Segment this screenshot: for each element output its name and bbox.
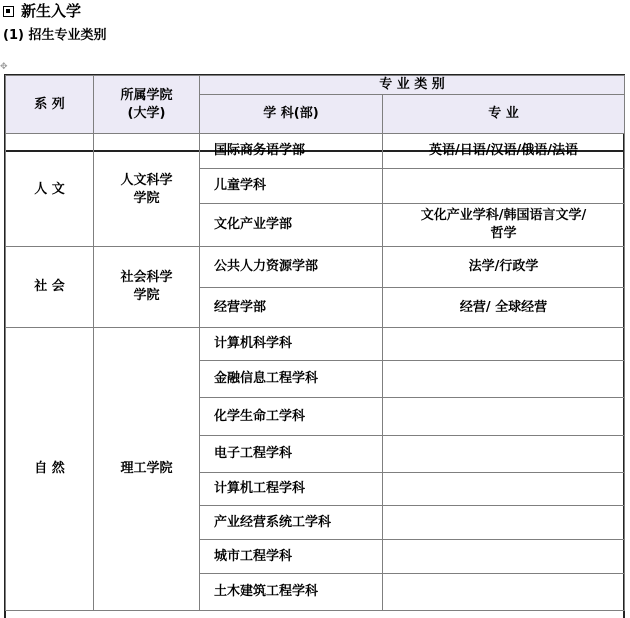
college-cell: 人文科学 学院	[94, 134, 200, 247]
major-cell	[383, 328, 625, 361]
dept-cell: 国际商务语学部	[200, 134, 383, 169]
dept-cell: 土木建筑工程学科	[200, 574, 383, 611]
dept-cell: 公共人力资源学部	[200, 247, 383, 288]
dept-cell: 文化产业学部	[200, 204, 383, 247]
college-cell: 社会科学 学院	[94, 247, 200, 328]
major-cell	[383, 540, 625, 574]
header-college: 所属学院 (大学)	[94, 76, 200, 134]
series-cell: 人 文	[6, 134, 94, 247]
dept-cell: 儿童学科	[200, 169, 383, 204]
table-row	[6, 328, 625, 361]
header-series: 系 列	[6, 76, 94, 134]
major-cell: 英语/日语/汉语/俄语/法语	[383, 134, 625, 169]
square-bullet-icon	[3, 6, 14, 17]
major-cell: 法学/行政学	[383, 247, 625, 288]
major-cell: 文化产业学科/韩国语言文学/ 哲学	[383, 204, 625, 247]
dept-cell: 城市工程学科	[200, 540, 383, 574]
table-row	[6, 247, 625, 288]
major-cell	[383, 436, 625, 473]
move-handle-icon[interactable]: ✥	[0, 62, 8, 72]
dept-cell: 计算机科学科	[200, 328, 383, 361]
section-subtitle: (1) 招生专业类别	[3, 28, 107, 43]
section-title	[3, 1, 81, 21]
header-major: 专 业	[383, 95, 625, 134]
series-cell: 社 会	[6, 247, 94, 328]
dept-cell: 经营学部	[200, 288, 383, 328]
major-cell	[383, 506, 625, 540]
major-cell	[383, 361, 625, 398]
dept-cell: 计算机工程学科	[200, 473, 383, 506]
section-title-text: 新生入学	[21, 2, 82, 20]
dept-cell: 化学生命工学科	[200, 398, 383, 436]
major-cell	[383, 574, 625, 611]
header-dept: 学 科(部)	[200, 95, 383, 134]
series-cell: 自 然	[6, 328, 94, 611]
college-cell: 理工学院	[94, 328, 200, 611]
header-category: 专 业 类 别	[200, 76, 625, 95]
major-cell: 经营/ 全球经营	[383, 288, 625, 328]
table-row	[6, 134, 625, 169]
major-category-table	[5, 75, 625, 611]
dept-cell: 金融信息工程学科	[200, 361, 383, 398]
major-cell	[383, 473, 625, 506]
dept-cell: 产业经营系统工学科	[200, 506, 383, 540]
major-cell	[383, 398, 625, 436]
major-cell	[383, 169, 625, 204]
dept-cell: 电子工程学科	[200, 436, 383, 473]
